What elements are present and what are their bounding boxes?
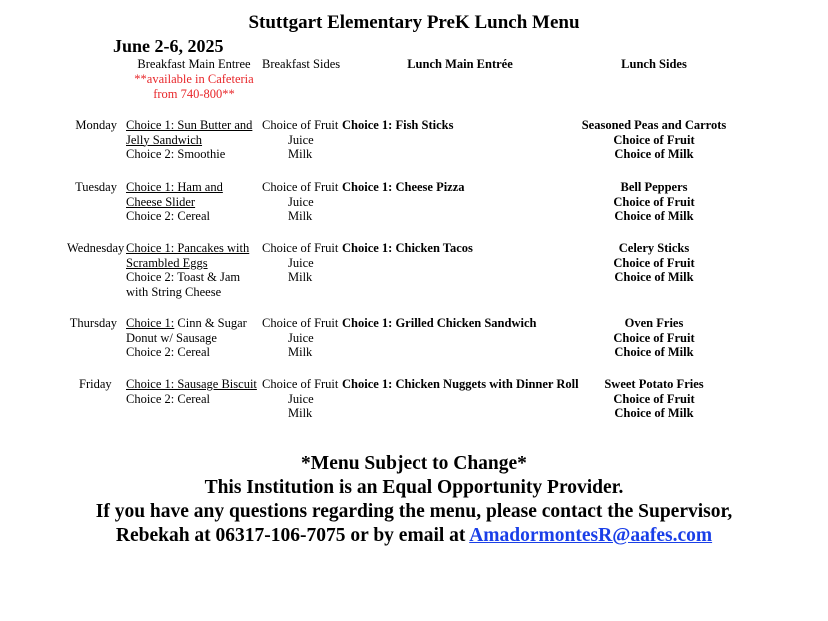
date-range: June 2-6, 2025	[113, 36, 224, 56]
breakfast-sides	[262, 241, 338, 285]
lunch-side-milk: Choice of Milk	[614, 345, 694, 360]
equal-opportunity-note: This Institution is an Equal Opportunity Provider.	[204, 477, 624, 498]
lunch-sides	[570, 180, 738, 224]
breakfast-main	[126, 118, 252, 162]
breakfast-choice1: Choice 1: Sun Butter and	[126, 118, 253, 132]
contact-line	[0, 524, 828, 548]
breakfast-choice1-cont: Scrambled Eggs	[126, 255, 208, 270]
lunch-side-fruit: Choice of Fruit	[613, 132, 695, 147]
contact-note: If you have any questions regarding the menu, please contact the Supervisor,	[95, 501, 733, 522]
lunch-side-veg: Sweet Potato Fries	[604, 377, 704, 391]
breakfast-choice2: Choice 2: Cereal	[126, 391, 210, 406]
cafeteria-note-line1: **available in Cafeteria	[134, 72, 254, 86]
breakfast-choice2: Choice 2: Cereal	[126, 209, 210, 224]
lunch-main: Choice 1: Chicken Nuggets with Dinner Roll	[342, 377, 579, 391]
breakfast-choice2: Choice 2: Toast & Jam	[126, 270, 241, 285]
side-fruit: Choice of Fruit	[262, 241, 339, 255]
side-milk: Milk	[288, 406, 313, 421]
contact-phone-text: Rebekah at 06317-106-7075 or by email at	[115, 525, 470, 546]
side-milk: Milk	[288, 345, 313, 360]
lunch-main: Choice 1: Cheese Pizza	[342, 180, 465, 194]
lunch-side-veg: Oven Fries	[624, 316, 684, 330]
lunch-side-fruit: Choice of Fruit	[613, 330, 695, 345]
breakfast-choice1-cont: Jelly Sandwich	[126, 132, 203, 147]
cafeteria-note-line2: from 740-800**	[153, 87, 235, 101]
lunch-side-fruit: Choice of Fruit	[613, 194, 695, 209]
breakfast-sides	[262, 118, 338, 162]
breakfast-main	[126, 377, 257, 406]
breakfast-choice2: Choice 2: Smoothie	[126, 147, 226, 162]
breakfast-choice1-cont: Donut w/ Sausage	[126, 330, 217, 345]
lunch-sides	[570, 316, 738, 360]
header-lunch-main: Lunch Main Entrée	[407, 57, 513, 71]
side-juice: Juice	[288, 132, 314, 147]
lunch-side-milk: Choice of Milk	[614, 209, 694, 224]
header-breakfast-main	[125, 57, 263, 102]
lunch-side-fruit: Choice of Fruit	[613, 255, 695, 270]
header-lunch-sides: Lunch Sides	[621, 57, 687, 71]
breakfast-main	[126, 180, 223, 224]
lunch-side-milk: Choice of Milk	[614, 406, 694, 421]
day-label: Tuesday	[75, 180, 117, 194]
side-juice: Juice	[288, 391, 314, 406]
breakfast-choice1: Choice 1: Pancakes with	[126, 241, 250, 255]
breakfast-sides	[262, 316, 338, 360]
day-label: Thursday	[69, 316, 117, 330]
breakfast-choice1	[126, 316, 247, 331]
side-milk: Milk	[288, 147, 313, 162]
breakfast-choice1: Choice 1: Sausage Biscuit	[126, 377, 257, 391]
footer-notice	[0, 452, 828, 548]
side-juice: Juice	[288, 330, 314, 345]
breakfast-choice1-cont: Cheese Slider	[126, 194, 196, 209]
header-breakfast-main-label: Breakfast Main Entree	[137, 57, 251, 71]
breakfast-sides	[262, 377, 338, 421]
lunch-sides	[570, 241, 738, 285]
side-fruit: Choice of Fruit	[262, 316, 339, 330]
breakfast-choice1-label: Choice 1:	[126, 316, 175, 330]
page-title: Stuttgart Elementary PreK Lunch Menu	[248, 12, 580, 33]
breakfast-choice1-text: Cinn & Sugar	[174, 316, 247, 330]
side-fruit: Choice of Fruit	[262, 377, 339, 391]
lunch-side-milk: Choice of Milk	[614, 147, 694, 162]
lunch-side-milk: Choice of Milk	[614, 270, 694, 285]
breakfast-choice2-cont: with String Cheese	[126, 284, 222, 299]
lunch-main: Choice 1: Grilled Chicken Sandwich	[342, 316, 537, 330]
header-breakfast-sides: Breakfast Sides	[262, 57, 341, 71]
lunch-side-fruit: Choice of Fruit	[613, 391, 695, 406]
day-label: Friday	[79, 377, 112, 391]
lunch-side-veg: Celery Sticks	[618, 241, 690, 255]
side-juice: Juice	[288, 194, 314, 209]
menu-change-note: *Menu Subject to Change*	[301, 453, 527, 474]
side-fruit: Choice of Fruit	[262, 180, 339, 194]
side-fruit: Choice of Fruit	[262, 118, 339, 132]
side-milk: Milk	[288, 209, 313, 224]
lunch-sides	[570, 377, 738, 421]
lunch-main: Choice 1: Fish Sticks	[342, 118, 454, 132]
lunch-side-veg: Bell Peppers	[620, 180, 688, 194]
day-label: Monday	[75, 118, 117, 132]
breakfast-choice2: Choice 2: Cereal	[126, 345, 210, 360]
day-label: Wednesday	[67, 241, 125, 255]
lunch-side-veg: Seasoned Peas and Carrots	[581, 118, 727, 132]
breakfast-choice1: Choice 1: Ham and	[126, 180, 223, 194]
side-juice: Juice	[288, 255, 314, 270]
lunch-main: Choice 1: Chicken Tacos	[342, 241, 473, 255]
breakfast-main	[126, 316, 247, 360]
breakfast-sides	[262, 180, 338, 224]
breakfast-main	[126, 241, 249, 299]
lunch-sides	[570, 118, 738, 162]
email-link[interactable]: AmadormontesR@aafes.com	[469, 525, 713, 546]
side-milk: Milk	[288, 270, 313, 285]
